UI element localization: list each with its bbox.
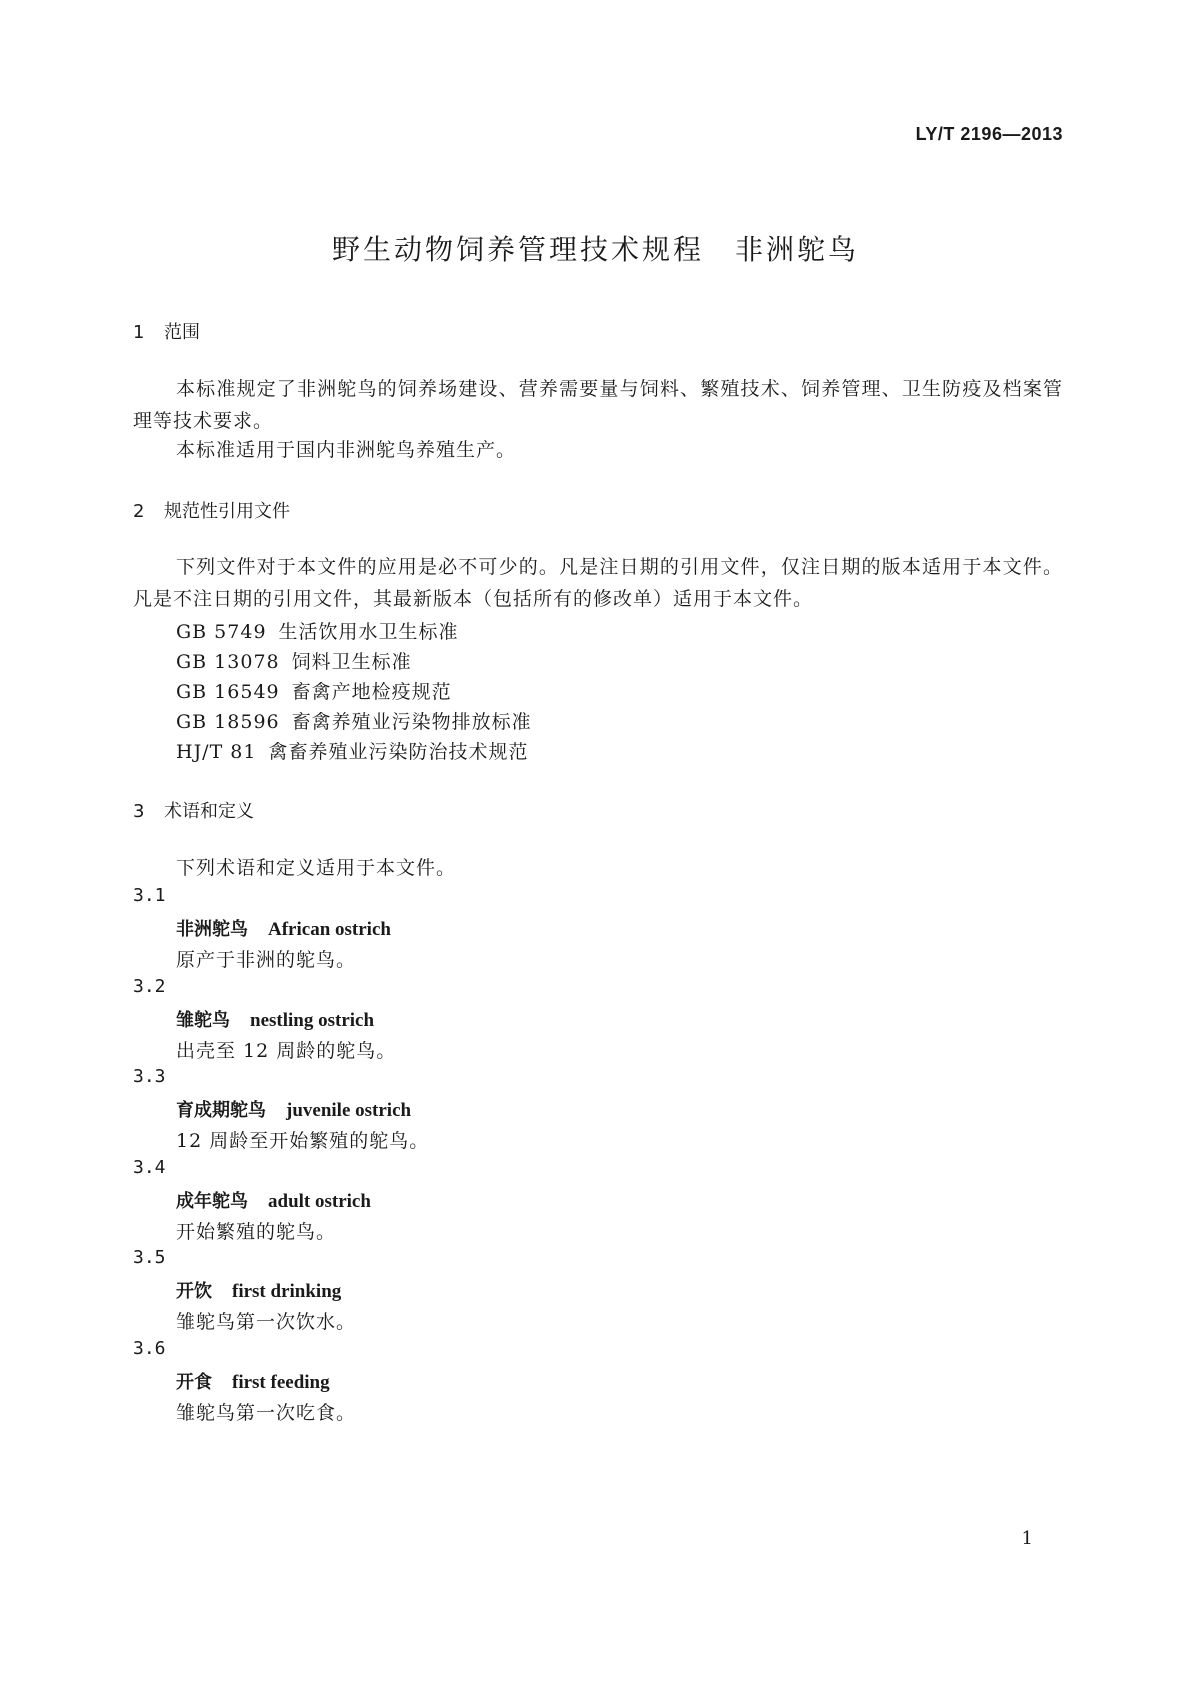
section-number: 2 [133,501,145,522]
section-title: 术语和定义 [164,801,254,822]
term-chinese: 成年鸵鸟 [176,1191,248,1212]
term-english: African ostrich [268,919,391,940]
term-number: 3.4 [133,1157,166,1178]
term-definition: 出壳至 12 周龄的鸵鸟。 [176,1040,397,1062]
term-heading [176,1096,411,1122]
term-chinese: 开饮 [176,1281,212,1302]
reference-name: 禽畜养殖业污染防治技术规范 [268,741,529,763]
term-english: nestling ostrich [250,1010,375,1031]
term-english: first feeding [232,1372,330,1393]
term-chinese: 育成期鸵鸟 [176,1100,266,1121]
section-1-paragraph-1: 本标准规定了非洲鸵鸟的饲养场建设、营养需要量与饲料、繁殖技术、饲养管理、卫生防疫及档案管理等技术要求。 [133,378,1063,432]
section-title: 规范性引用文件 [164,501,290,522]
section-number: 3 [133,801,145,822]
term-definition: 雏鸵鸟第一次饮水。 [176,1311,357,1333]
reference-code: HJ/T 81 [176,741,257,763]
section-2-paragraph-1: 下列文件对于本文件的应用是必不可少的。凡是注日期的引用文件，仅注日期的版本适用于本文件。凡是不注日期的引用文件，其最新版本（包括所有的修改单）适用于本文件。 [133,556,1063,610]
term-english: first drinking [232,1281,342,1302]
term-number: 3.2 [133,976,166,997]
reference-code: GB 5749 [176,621,267,643]
term-number: 3.3 [133,1066,166,1087]
section-number: 1 [133,322,145,343]
term-definition: 12 周龄至开始繁殖的鸵鸟。 [176,1130,430,1152]
reference-name: 生活饮用水卫生标准 [278,621,459,643]
term-heading [176,1368,330,1394]
term-heading [176,1187,371,1213]
term-definition: 原产于非洲的鸵鸟。 [176,949,357,971]
section-1-paragraph-2: 本标准适用于国内非洲鸵鸟养殖生产。 [176,439,517,461]
reference-item [176,647,412,674]
term-english: adult ostrich [268,1191,371,1212]
section-3-heading [133,797,254,823]
section-3-intro: 下列术语和定义适用于本文件。 [176,857,457,879]
term-chinese: 雏鸵鸟 [176,1010,230,1031]
reference-code: GB 18596 [176,711,280,733]
reference-item [176,707,532,734]
term-heading [176,915,391,941]
term-heading [176,1277,341,1303]
reference-name: 畜禽产地检疫规范 [291,681,452,703]
reference-code: GB 13078 [176,651,280,673]
term-number: 3.5 [133,1247,166,1268]
reference-item [176,677,452,704]
term-chinese: 开食 [176,1372,212,1393]
term-number: 3.6 [133,1338,166,1359]
reference-name: 畜禽养殖业污染物排放标准 [291,711,532,733]
reference-code: GB 16549 [176,681,280,703]
section-2-heading [133,497,290,523]
term-definition: 雏鸵鸟第一次吃食。 [176,1402,357,1424]
section-title: 范围 [164,322,200,343]
document-title: 野生动物饲养管理技术规程 非洲鸵鸟 [331,233,859,266]
term-definition: 开始繁殖的鸵鸟。 [176,1221,337,1243]
reference-item [176,617,459,644]
term-english: juvenile ostrich [286,1100,412,1121]
section-1-heading [133,318,200,344]
reference-item [176,737,529,764]
page-number: 1 [1021,1528,1033,1549]
term-number: 3.1 [133,885,166,906]
term-chinese: 非洲鸵鸟 [176,919,248,940]
term-heading [176,1006,374,1032]
reference-name: 饲料卫生标准 [291,651,412,673]
standard-number: LY/T 2196—2013 [915,124,1063,144]
